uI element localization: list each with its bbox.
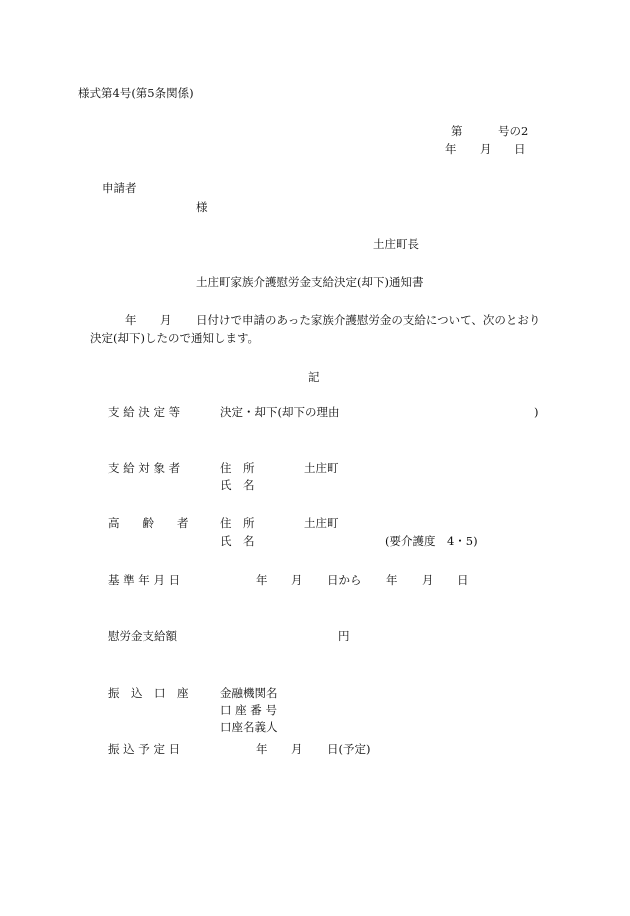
decision-close-paren: )	[534, 405, 539, 419]
applicant-label: 申請者	[102, 181, 137, 195]
transfer-day: 日(予定)	[327, 742, 371, 756]
decision-value: 決定・却下(却下の理由	[220, 405, 340, 419]
decision-label: 支 給 決 定 等	[108, 405, 181, 419]
account-number-label: 口 座 番 号	[220, 703, 277, 717]
body-month: 月	[160, 313, 172, 327]
amount-unit: 円	[338, 629, 350, 643]
account-holder-label: 口座名義人	[220, 720, 278, 734]
honorific: 様	[196, 200, 208, 214]
base-date-day2: 日	[457, 573, 469, 587]
ki-heading: 記	[308, 370, 320, 384]
issue-day: 日	[514, 142, 526, 156]
transfer-date-label: 振 込 予 定 日	[108, 742, 181, 756]
form-id: 様式第4号(第5条関係)	[78, 86, 194, 100]
document-number-suffix: 号の2	[498, 124, 529, 138]
document-number-prefix: 第	[451, 124, 463, 138]
base-date-year2: 年	[386, 573, 398, 587]
recipient-town: 土庄町	[304, 461, 339, 475]
transfer-year: 年	[256, 742, 268, 756]
issuer: 土庄町長	[373, 237, 419, 251]
account-label: 振 込 口 座	[108, 686, 189, 700]
recipient-label: 支 給 対 象 者	[108, 461, 181, 475]
issue-month: 月	[480, 142, 492, 156]
elderly-town: 土庄町	[304, 516, 339, 530]
body-text-line1: 日付けで申請のあった家族介護慰労金の支給について、次のとおり	[196, 313, 541, 327]
body-year: 年	[125, 313, 137, 327]
base-date-month: 月	[291, 573, 303, 587]
elderly-address-label: 住 所	[220, 516, 255, 530]
elderly-name-label: 氏 名	[220, 534, 255, 548]
base-date-from: 日から	[327, 573, 362, 587]
amount-label: 慰労金支給額	[108, 629, 177, 643]
body-text-line2: 決定(却下)したので通知します。	[90, 331, 260, 345]
bank-name-label: 金融機関名	[220, 686, 278, 700]
recipient-name-label: 氏 名	[220, 478, 255, 492]
care-level: (要介護度 4・5)	[385, 534, 478, 548]
elderly-label: 高 齢 者	[108, 516, 189, 530]
recipient-address-label: 住 所	[220, 461, 255, 475]
issue-year: 年	[445, 142, 457, 156]
base-date-month2: 月	[422, 573, 434, 587]
base-date-year: 年	[256, 573, 268, 587]
document-title: 土庄町家族介護慰労金支給決定(却下)通知書	[196, 275, 424, 289]
transfer-month: 月	[291, 742, 303, 756]
base-date-label: 基 準 年 月 日	[108, 573, 181, 587]
